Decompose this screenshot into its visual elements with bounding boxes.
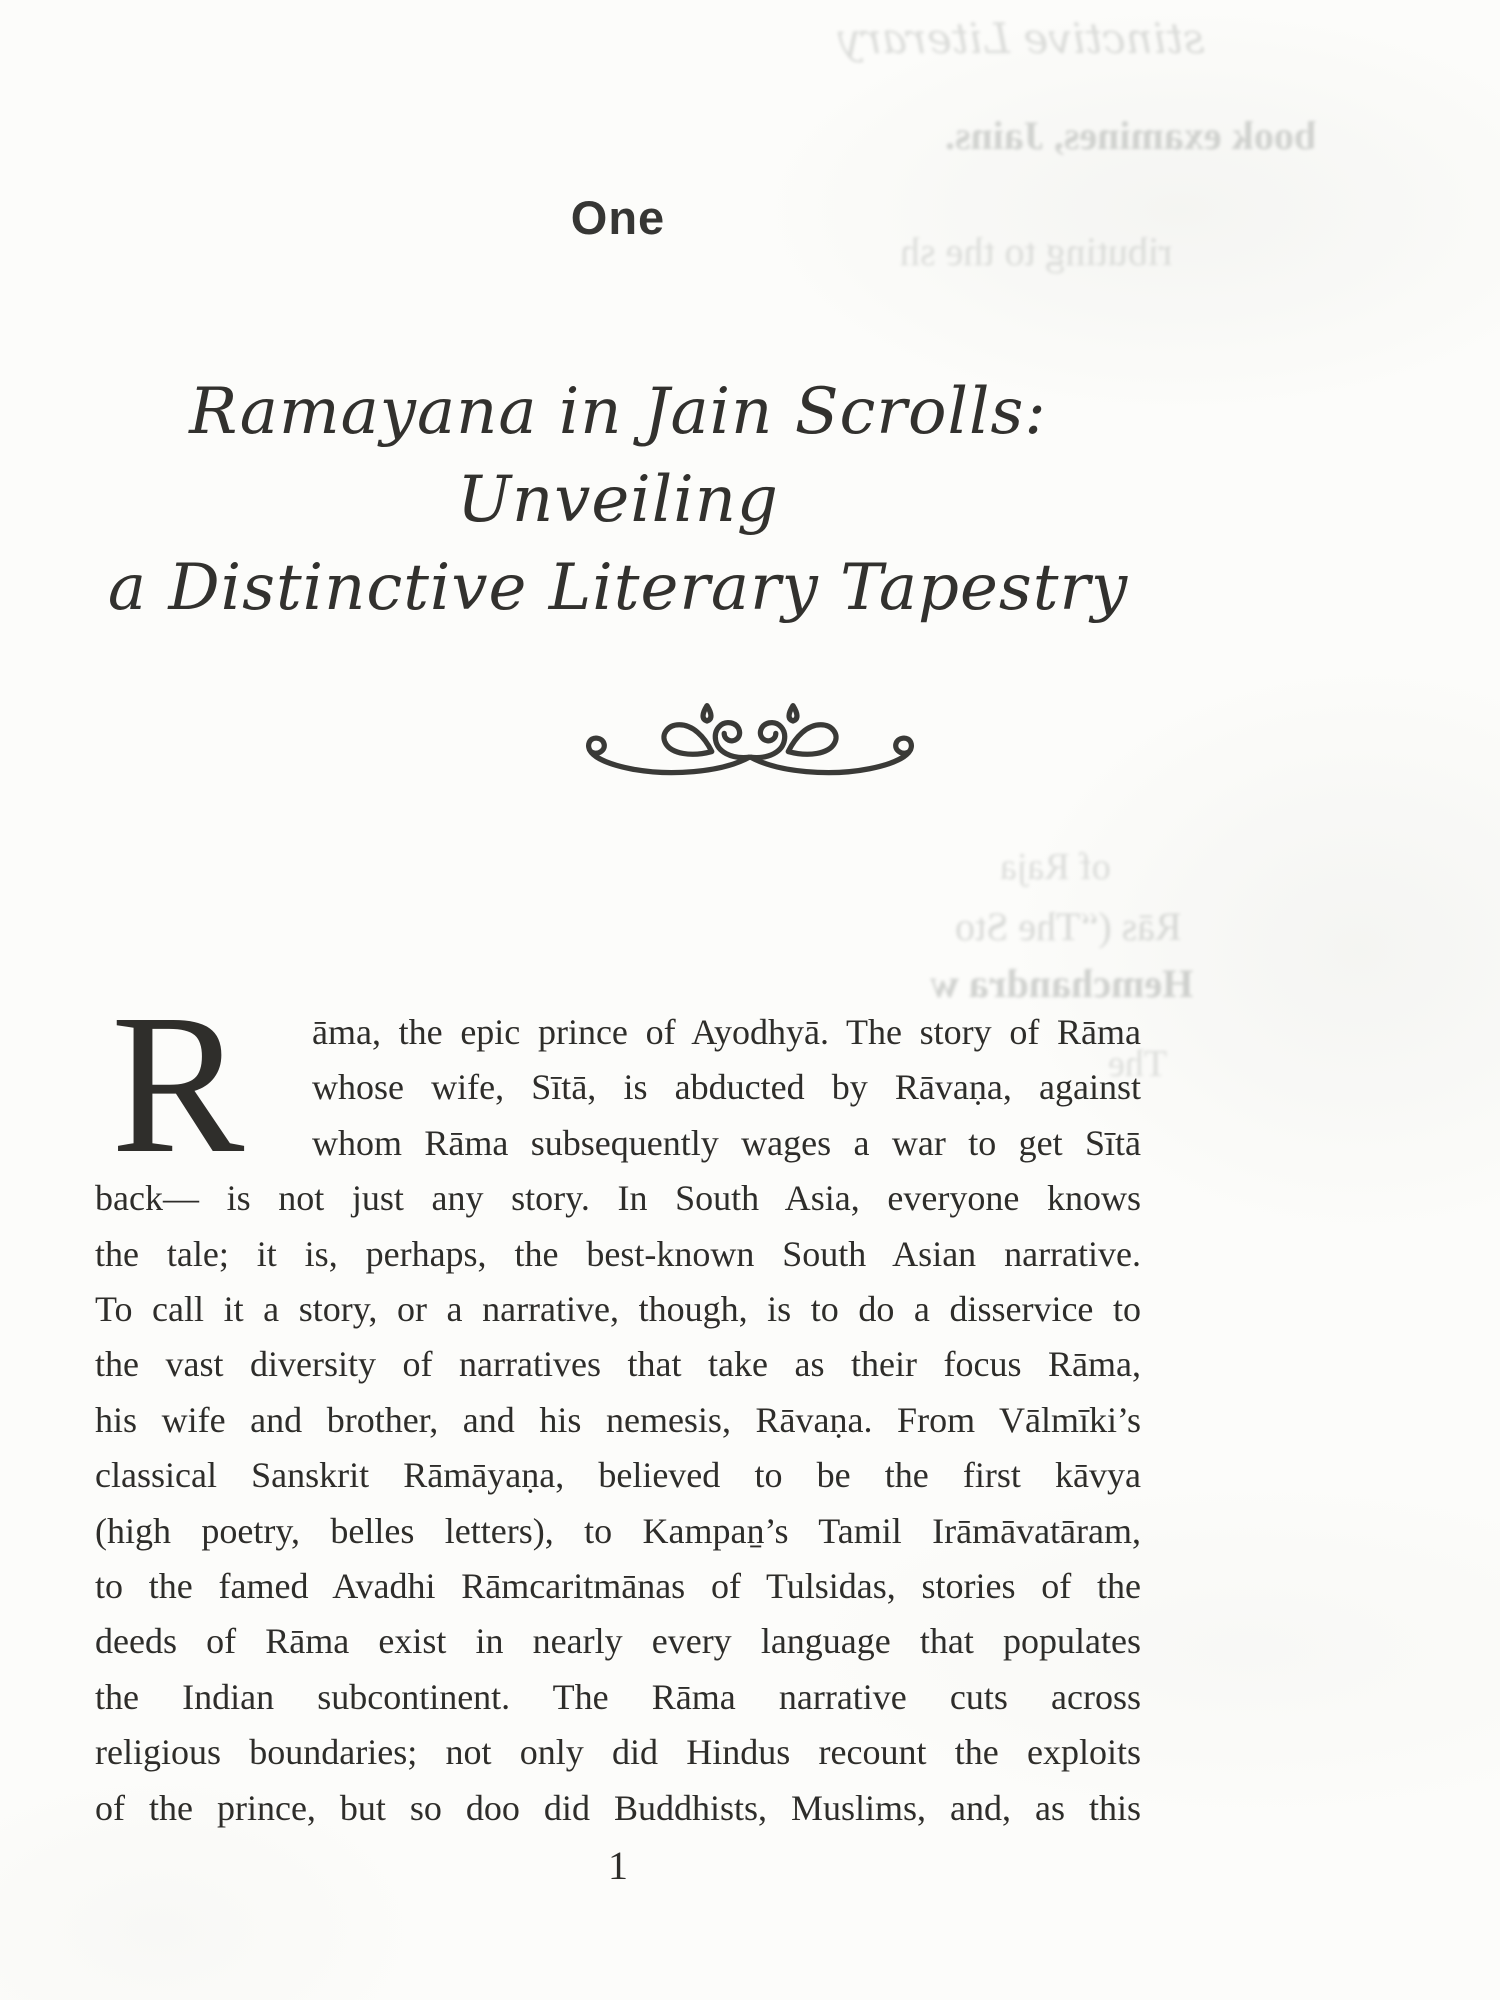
- body-line: (high poetry, belles letters), to Kampaṉ’s Tamil Irāmāvatāram,: [95, 1510, 1141, 1551]
- bleedthrough-text: stinctive Literary: [838, 14, 1205, 63]
- chapter-title-line-2: a Distinctive Literary Tapestry: [107, 551, 1129, 625]
- body-line: āma, the epic prince of Ayodhyā. The story of Rāma: [312, 1012, 1141, 1052]
- body-line: whom Rāma subsequently wages a war to get Sītā: [312, 1122, 1141, 1163]
- body-line: the vast diversity of narratives that take as their focus Rāma,: [95, 1344, 1141, 1385]
- body-line: his wife and brother, and his nemesis, Rāvaṇa. From Vālmīki’s: [95, 1399, 1141, 1440]
- drop-cap: R: [111, 974, 245, 1195]
- body-line: back— is not just any story. In South Asia, everyone knows: [95, 1178, 1141, 1219]
- bleedthrough-text: The: [1108, 1043, 1168, 1085]
- bleedthrough-text: Hemchandra w: [930, 961, 1194, 1006]
- page-number: 1: [608, 1843, 628, 1888]
- flourish-ornament-icon: [578, 698, 922, 786]
- bleedthrough-text: Rās (“The Sto: [955, 904, 1182, 949]
- body-line: whose wife, Sītā, is abducted by Rāvaṇa, against: [312, 1067, 1141, 1108]
- body-line: deeds of Rāma exist in nearly every language that populates: [95, 1621, 1141, 1662]
- body-line: religious boundaries; not only did Hindus recount the exploits: [95, 1732, 1141, 1773]
- chapter-title-line-1: Ramayana in Jain Scrolls: Unveiling: [189, 375, 1047, 537]
- bleedthrough-text: of Raja: [1000, 846, 1111, 888]
- chapter-title: [75, 368, 1161, 632]
- body-line: to the famed Avadhi Rāmcaritmānas of Tulsidas, stories of the: [95, 1566, 1141, 1607]
- bleedthrough-text: book examines, Jains.: [945, 113, 1317, 158]
- chapter-number: One: [570, 191, 666, 244]
- bleedthrough-text: ributing to the sh: [900, 229, 1173, 274]
- body-line: the tale; it is, perhaps, the best-known South Asian narrative.: [95, 1233, 1141, 1274]
- body-line: classical Sanskrit Rāmāyaṇa, believed to be the first kāvya: [95, 1455, 1141, 1496]
- body-line: of the prince, but so doo did Buddhists, Muslims, and, as this: [95, 1787, 1141, 1828]
- body-line: the Indian subcontinent. The Rāma narrative cuts across: [95, 1676, 1141, 1717]
- body-line: To call it a story, or a narrative, though, is to do a disservice to: [95, 1289, 1141, 1330]
